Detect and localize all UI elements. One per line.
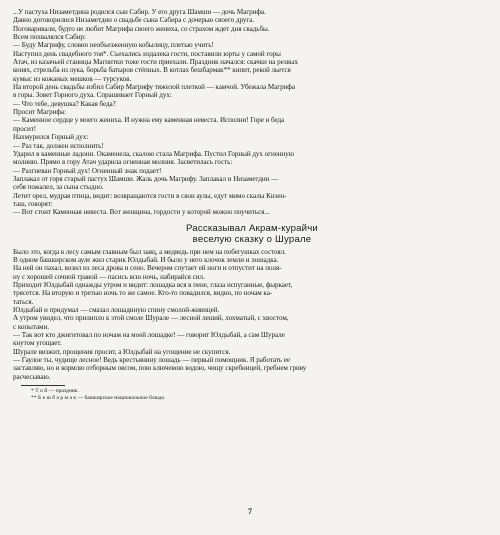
- footnote-toy: * Т о й — праздник.: [31, 388, 79, 395]
- story-one: [13, 8, 491, 217]
- text-line: Приходит Юлдыбай однажды утром и видит: лошадка вся в пене, глаза испуганные, фыркает,: [13, 280, 293, 289]
- text-line: в горы. Зовет Горного духа. Спрашивает Горный дух:: [13, 91, 172, 100]
- footnote-beshbarmak: ** Б е ш б а р м а к — башкирское национальное блюдо.: [31, 394, 166, 401]
- text-line: Давно договорилися Низаметдин о свадьбе сына Сабира с дочерью своего друга.: [13, 16, 255, 25]
- text-line: заставляю, но и кормлю отборным овсом, пою ключевою водою, чищу скребницей, гребнем гриву: [13, 364, 307, 373]
- text-line: молнию. Прямо в гору Атач ударила огненная молния. Засветилась гость:: [13, 158, 233, 167]
- text-line: кумыс из кожаных мешков — турсуков.: [13, 74, 132, 83]
- text-line: — Разгневан Горный дух! Огненный знак подает!: [13, 166, 162, 175]
- text-line: Поговаривали, будто не любит Магрифа своего жениха, со страхом ждет дня свадьбы.: [13, 24, 270, 33]
- text-line: Наступил день свадебного тоя*. Съехались издалека гости, поставили юрты у самой горы: [13, 49, 281, 58]
- text-line: — Что тебе, девушка? Какая беда?: [13, 99, 116, 108]
- text-line: Атач, из казачьей станицы Магнитки тоже гости приехали. Праздник начался: скачки на резвых: [13, 58, 299, 67]
- text-line: расчесываю.: [13, 372, 51, 381]
- text-line: себя пожалел, за сына стыдно.: [13, 183, 104, 192]
- story-heading-narrator: Рассказывал Акрам-курайчи: [186, 222, 318, 234]
- text-line: — Буду Магрифу, словно необъезженную кобылицу, плетью учить!: [13, 41, 214, 50]
- text-line: Летит орел, мудрая птица, видит: возвращаются гости в свои аулы, едут мимо скалы Кизен-: [13, 191, 287, 200]
- text-line: Ударил в каменные ладони. Окаменела, скалою стала Магрифа. Пустил Горный дух огненную: [13, 149, 295, 158]
- page-number: 7: [248, 507, 252, 516]
- text-line: А утром увидел, что прилипло к этой смоле Шурале — лесной леший, лохматый, с хвостом,: [13, 314, 289, 323]
- text-line: Юлдыбай и придумал — смазал лошадиную спину смолой-живицей.: [13, 306, 220, 314]
- story-heading-title: веселую сказку о Шурале: [192, 233, 312, 245]
- text-line: Заплакал от горя старый пастух Шамши. Жаль дочь Магрифу. Заплакал и Низаметдин —: [13, 174, 279, 183]
- text-line: Нахмурился Горный дух:: [13, 133, 89, 142]
- text-line: таш, говорят:: [13, 199, 53, 208]
- footnote-rule: [21, 385, 65, 386]
- text-line: — Раз так, должен исполнить!: [13, 141, 104, 150]
- text-line: с копытами.: [13, 322, 49, 331]
- text-line: таться.: [13, 297, 34, 306]
- page-content: [13, 8, 491, 401]
- text-line: ну с хорошей сочной травой — пасись всю ночь, набирайся сил.: [13, 272, 205, 281]
- text-line: трясется. На вторую и третью ночь то же самое. Кто-то повадился, видно, по ночам ка-: [13, 289, 273, 298]
- text-line: — Гаулое ты, чудище лесное! Ведь крестьянину лошадь — первый помощник. Я работать ее: [13, 356, 290, 365]
- text-line: конях, стрельба из лука, борьба батыров стёпных. В котлах бешбармак** кипит, рекой льется: [13, 66, 291, 75]
- text-line: просит!: [13, 124, 37, 133]
- text-line: Шурале визжит, прощения просит, а Юлдыбай на угощение не скупится.: [13, 347, 231, 356]
- story-two: [13, 248, 491, 382]
- text-line: Всем похвалялся Сабир:: [13, 33, 86, 42]
- text-line: Просит Магрифа:: [13, 108, 66, 117]
- text-line: На ней он пахал, возил из леса дрова и сено. Вечером спутает ей ноги и отпустит на поля-: [13, 264, 282, 273]
- text-line: На второй день свадьбы избил Сабир Магрифу тяжелой плеткой — камчой. Убежала Магрифа: [13, 83, 295, 92]
- text-line: ...У пастуха Низаметдина родился сын Сабир. У его друга Шамши — дочь Магрифа.: [13, 8, 266, 16]
- text-line: — Вот стоит Каменная невеста. Вот женщина, гордости у которой можно поучиться...: [13, 208, 270, 217]
- text-line: В одном башкирском ауле жил старик Юлдыбай. И было у него клочок земли и лошадка.: [13, 255, 279, 264]
- text-line: — Так вот кто джигитовал по ночам на моей лошадке! — говорит Юлдыбай, а сам Шурале: [13, 331, 285, 340]
- text-line: Было это, когда в лесу самым главным был заяц, а медведь при нем на побегушках состоял.: [13, 247, 286, 256]
- text-line: кнутом угощает.: [13, 339, 62, 348]
- text-line: — Каменное сердце у моего жениха. И нужна ему каменная невеста. Исполни! Горе и беда: [13, 116, 285, 125]
